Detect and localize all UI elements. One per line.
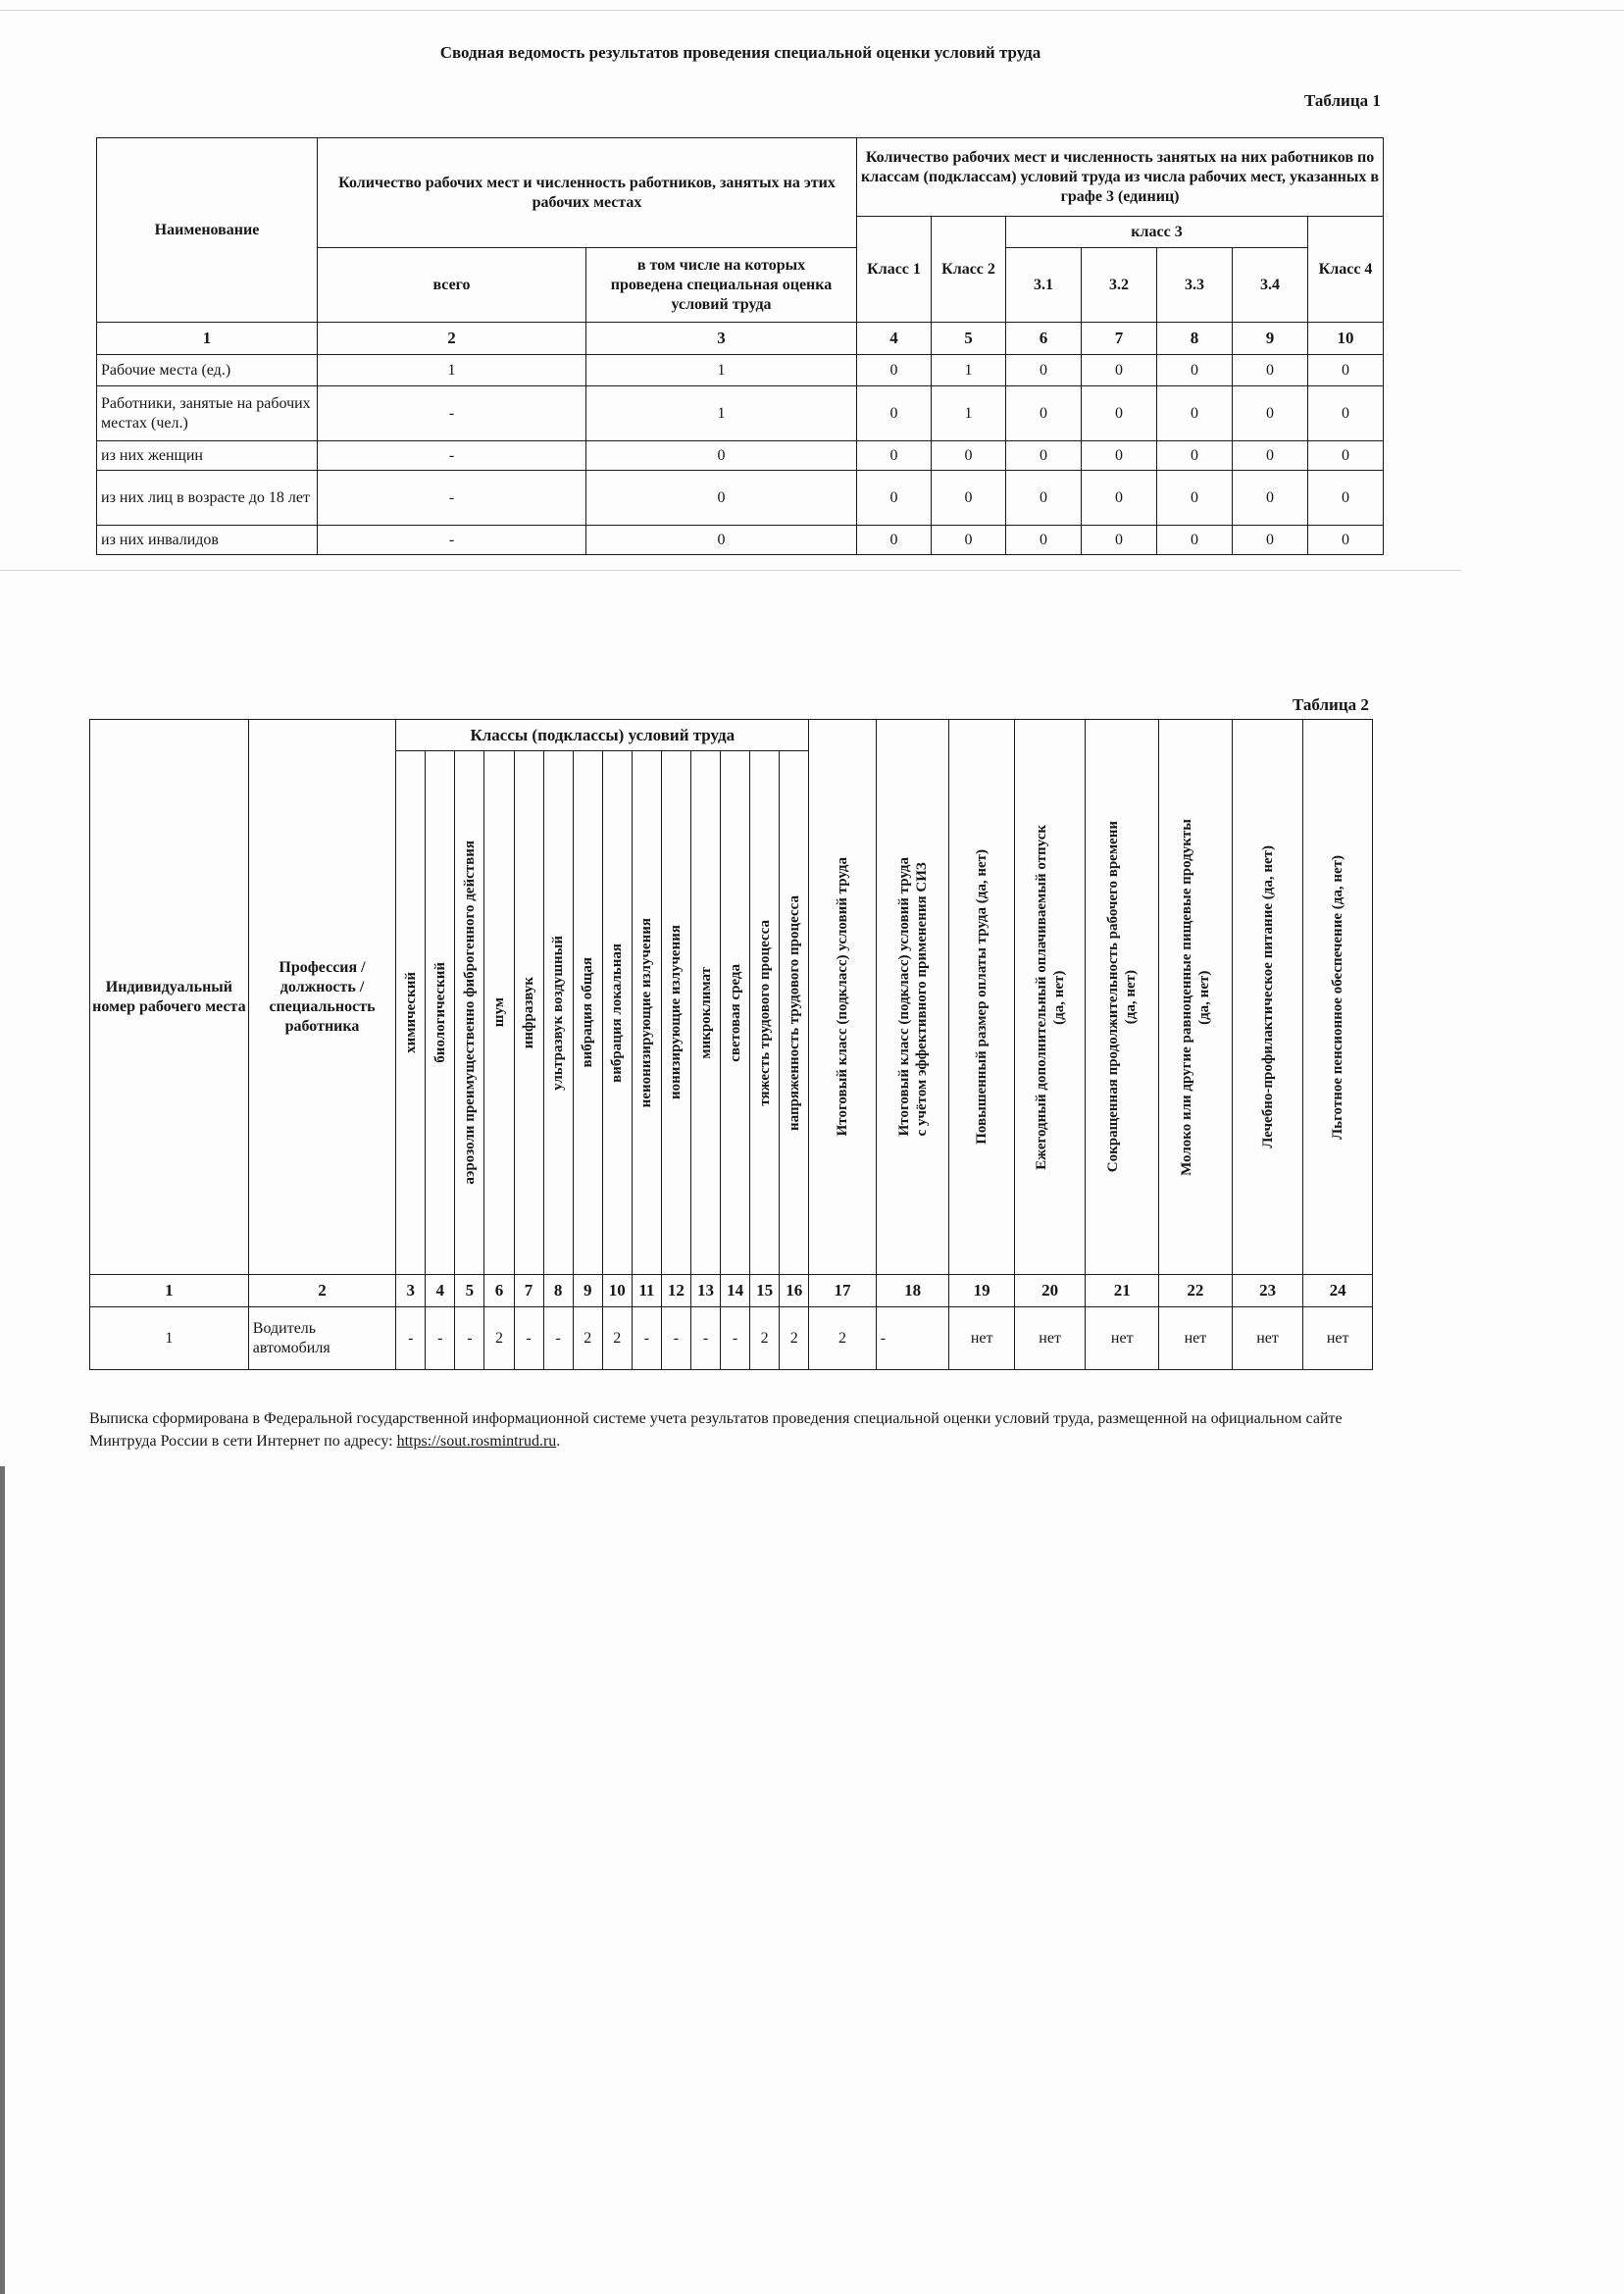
cell: 0 <box>1082 471 1157 526</box>
col-number: 3 <box>586 323 857 355</box>
col-number: 17 <box>809 1275 876 1307</box>
header-classes-group: Классы (подклассы) условий труда <box>396 720 809 751</box>
cell: 0 <box>586 471 857 526</box>
cell: 0 <box>586 441 857 471</box>
hours: нет <box>1086 1307 1159 1370</box>
cell: 0 <box>1308 526 1384 555</box>
header-factor: вибрация общая <box>580 957 596 1068</box>
col-number: 2 <box>248 1275 395 1307</box>
workplace-table <box>89 719 1373 1370</box>
col-number: 6 <box>484 1275 514 1307</box>
cell: 0 <box>1006 471 1082 526</box>
cell: 0 <box>932 526 1006 555</box>
header-factor: аэрозоли преимущественно фиброгенного действия <box>461 841 478 1185</box>
header-name: Наименование <box>97 138 318 323</box>
col-number: 7 <box>514 1275 543 1307</box>
food: нет <box>1232 1307 1303 1370</box>
col-number: 8 <box>543 1275 573 1307</box>
footer-end: . <box>556 1433 561 1451</box>
factor-class: - <box>543 1307 573 1370</box>
cell: 0 <box>932 471 1006 526</box>
table-row <box>97 355 1384 386</box>
cell: 0 <box>1082 355 1157 386</box>
header-class-3-2: 3.2 <box>1082 248 1157 323</box>
header-class-3-3: 3.3 <box>1157 248 1233 323</box>
table1-caption: Таблица 1 <box>1304 91 1381 110</box>
cell: - <box>318 471 586 526</box>
cell: 1 <box>318 355 586 386</box>
header-factor: напряженность трудового процесса <box>786 894 802 1131</box>
factor-class: - <box>514 1307 543 1370</box>
factor-class: 2 <box>780 1307 809 1370</box>
col-number: 3 <box>396 1275 426 1307</box>
factor-class: - <box>661 1307 690 1370</box>
header-factor: инфразвук <box>521 976 537 1049</box>
cell: 0 <box>857 441 932 471</box>
col-number: 10 <box>602 1275 632 1307</box>
cell: 0 <box>1308 471 1384 526</box>
header-hours: Сокращенная продолжительность рабочего времени <box>1105 821 1122 1173</box>
cell: 1 <box>932 355 1006 386</box>
row-label: Работники, занятые на рабочих местах (чел.) <box>97 386 318 441</box>
col-number: 16 <box>780 1275 809 1307</box>
document-title: Сводная ведомость результатов проведения специальной оценки условий труда <box>439 43 1041 62</box>
cell: 0 <box>1082 526 1157 555</box>
row-label: из них женщин <box>97 441 318 471</box>
col-number: 15 <box>750 1275 780 1307</box>
row-label: Рабочие места (ед.) <box>97 355 318 386</box>
cell: 0 <box>932 441 1006 471</box>
col-number: 1 <box>90 1275 249 1307</box>
cell: 0 <box>1233 526 1308 555</box>
milk: нет <box>1159 1307 1233 1370</box>
col-number: 4 <box>857 323 932 355</box>
table-row <box>90 1307 1373 1370</box>
header-milk: Молоко или другие равноценные пищевые продукты <box>1178 818 1194 1176</box>
header-pay: Повышенный размер оплаты труда (да, нет) <box>974 849 990 1145</box>
cell: 0 <box>1082 441 1157 471</box>
col-number: 4 <box>426 1275 455 1307</box>
header-factor: химический <box>402 972 419 1053</box>
leave: нет <box>1014 1307 1086 1370</box>
header-factor: микроклимат <box>697 966 714 1059</box>
header-leave-note: (да, нет) <box>1050 969 1067 1025</box>
header-factor: шум <box>490 997 507 1028</box>
pension: нет <box>1303 1307 1373 1370</box>
col-number: 5 <box>455 1275 484 1307</box>
header-class4: Класс 4 <box>1308 217 1384 323</box>
col-number: 13 <box>690 1275 720 1307</box>
col-number: 5 <box>932 323 1006 355</box>
header-factor: световая среда <box>727 963 743 1062</box>
cell: - <box>318 386 586 441</box>
profession: Водитель автомобиля <box>248 1307 395 1370</box>
header-pension: Льготное пенсионное обеспечение (да, нет) <box>1330 854 1346 1140</box>
header-factor: тяжесть трудового процесса <box>756 919 773 1106</box>
header-class-3-4: 3.4 <box>1233 248 1308 323</box>
col-number: 8 <box>1157 323 1233 355</box>
cell: 0 <box>1308 355 1384 386</box>
col-number: 12 <box>661 1275 690 1307</box>
factor-class: - <box>396 1307 426 1370</box>
header-factor: ультразвук воздушный <box>550 935 567 1091</box>
final-class-siz: - <box>876 1307 949 1370</box>
header-final-class: Итоговый класс (подкласс) условий труда <box>835 857 851 1137</box>
cell: 0 <box>1308 441 1384 471</box>
header-class1: Класс 1 <box>857 217 932 323</box>
col-number: 6 <box>1006 323 1082 355</box>
table2-caption: Таблица 2 <box>1293 695 1369 714</box>
cell: 0 <box>1157 471 1233 526</box>
cell: 0 <box>1233 355 1308 386</box>
header-factor: вибрация локальная <box>609 943 626 1083</box>
cell: 0 <box>1006 441 1082 471</box>
factor-class: 2 <box>602 1307 632 1370</box>
header-milk-note: (да, нет) <box>1195 969 1212 1025</box>
header-assessed: в том числе на которых проведена специальная оценка условий труда <box>586 248 857 323</box>
header-class2: Класс 2 <box>932 217 1006 323</box>
cell: 0 <box>1157 355 1233 386</box>
factor-class: - <box>426 1307 455 1370</box>
row-label: из них лиц в возрасте до 18 лет <box>97 471 318 526</box>
cell: 0 <box>1157 526 1233 555</box>
cell: 0 <box>1006 355 1082 386</box>
factor-class: 2 <box>750 1307 780 1370</box>
header-class-3-1: 3.1 <box>1006 248 1082 323</box>
final-class: 2 <box>809 1307 876 1370</box>
table-row <box>97 526 1384 555</box>
cell: 1 <box>586 355 857 386</box>
workplace-number: 1 <box>90 1307 249 1370</box>
col-number: 9 <box>573 1275 602 1307</box>
row-label: из них инвалидов <box>97 526 318 555</box>
cell: 0 <box>1082 386 1157 441</box>
cell: 0 <box>1157 441 1233 471</box>
cell: 0 <box>1308 386 1384 441</box>
cell: 0 <box>1006 386 1082 441</box>
col-number: 22 <box>1159 1275 1233 1307</box>
header-final-class-siz: Итоговый класс (подкласс) условий труда <box>895 857 912 1137</box>
cell: 0 <box>1157 386 1233 441</box>
cell: 0 <box>1233 441 1308 471</box>
cell: 0 <box>1233 471 1308 526</box>
col-number: 24 <box>1303 1275 1373 1307</box>
summary-table <box>96 137 1384 555</box>
footer-note <box>89 1407 1394 1453</box>
header-count-group: Количество рабочих мест и численность работников, занятых на этих рабочих местах <box>318 138 857 248</box>
factor-class: - <box>455 1307 484 1370</box>
table-row <box>97 386 1384 441</box>
cell: - <box>318 526 586 555</box>
col-number: 14 <box>721 1275 750 1307</box>
cell: 0 <box>1006 526 1082 555</box>
pay: нет <box>949 1307 1014 1370</box>
col-number: 7 <box>1082 323 1157 355</box>
factor-class: 2 <box>484 1307 514 1370</box>
scan-edge <box>0 1466 5 2294</box>
factor-class: 2 <box>573 1307 602 1370</box>
factor-class: - <box>721 1307 750 1370</box>
cell: 1 <box>932 386 1006 441</box>
cell: 0 <box>586 526 857 555</box>
cell: 0 <box>857 471 932 526</box>
col-number: 23 <box>1232 1275 1303 1307</box>
header-food: Лечебно-профилактическое питание (да, нет) <box>1259 845 1276 1148</box>
col-number: 2 <box>318 323 586 355</box>
table-row <box>97 441 1384 471</box>
col-number: 21 <box>1086 1275 1159 1307</box>
col-number: 1 <box>97 323 318 355</box>
header-class3: класс 3 <box>1006 217 1308 248</box>
header-factor: биологический <box>431 962 448 1063</box>
footer-link[interactable]: https://sout.rosmintrud.ru <box>396 1433 557 1451</box>
col-number: 18 <box>876 1275 949 1307</box>
col-number: 20 <box>1014 1275 1086 1307</box>
header-factor: неионизирующие излучения <box>638 917 655 1108</box>
cell: 1 <box>586 386 857 441</box>
factor-class: - <box>632 1307 661 1370</box>
header-profession: Профессия / должность / специальность работника <box>248 720 395 1275</box>
header-classes-group: Количество рабочих мест и численность занятых на них работников по классам (подклассам) условий труда из числа рабочих мест, указанных в графе 3 (единиц) <box>857 138 1384 217</box>
col-number: 10 <box>1308 323 1384 355</box>
cell: - <box>318 441 586 471</box>
header-workplace-number: Индивидуальный номер рабочего места <box>90 720 249 1275</box>
col-number: 19 <box>949 1275 1014 1307</box>
footer-text: Выписка сформирована в Федеральной государственной информационной системе учета результатов проведения специальной оценки условий труда, размещенной на официальном сайте Минтруда России в сети Интернет по адресу: <box>89 1410 1343 1451</box>
table-row <box>97 471 1384 526</box>
cell: 0 <box>857 526 932 555</box>
col-number: 11 <box>632 1275 661 1307</box>
cell: 0 <box>857 355 932 386</box>
col-number: 9 <box>1233 323 1308 355</box>
cell: 0 <box>857 386 932 441</box>
header-total: всего <box>318 248 586 323</box>
factor-class: - <box>690 1307 720 1370</box>
header-final-class-siz-note: с учётом эффективного применения СИЗ <box>913 862 930 1137</box>
header-leave: Ежегодный дополнительный оплачиваемый отпуск <box>1033 824 1049 1170</box>
cell: 0 <box>1233 386 1308 441</box>
header-hours-note: (да, нет) <box>1123 969 1140 1025</box>
header-factor: ионизирующие излучения <box>668 925 685 1100</box>
